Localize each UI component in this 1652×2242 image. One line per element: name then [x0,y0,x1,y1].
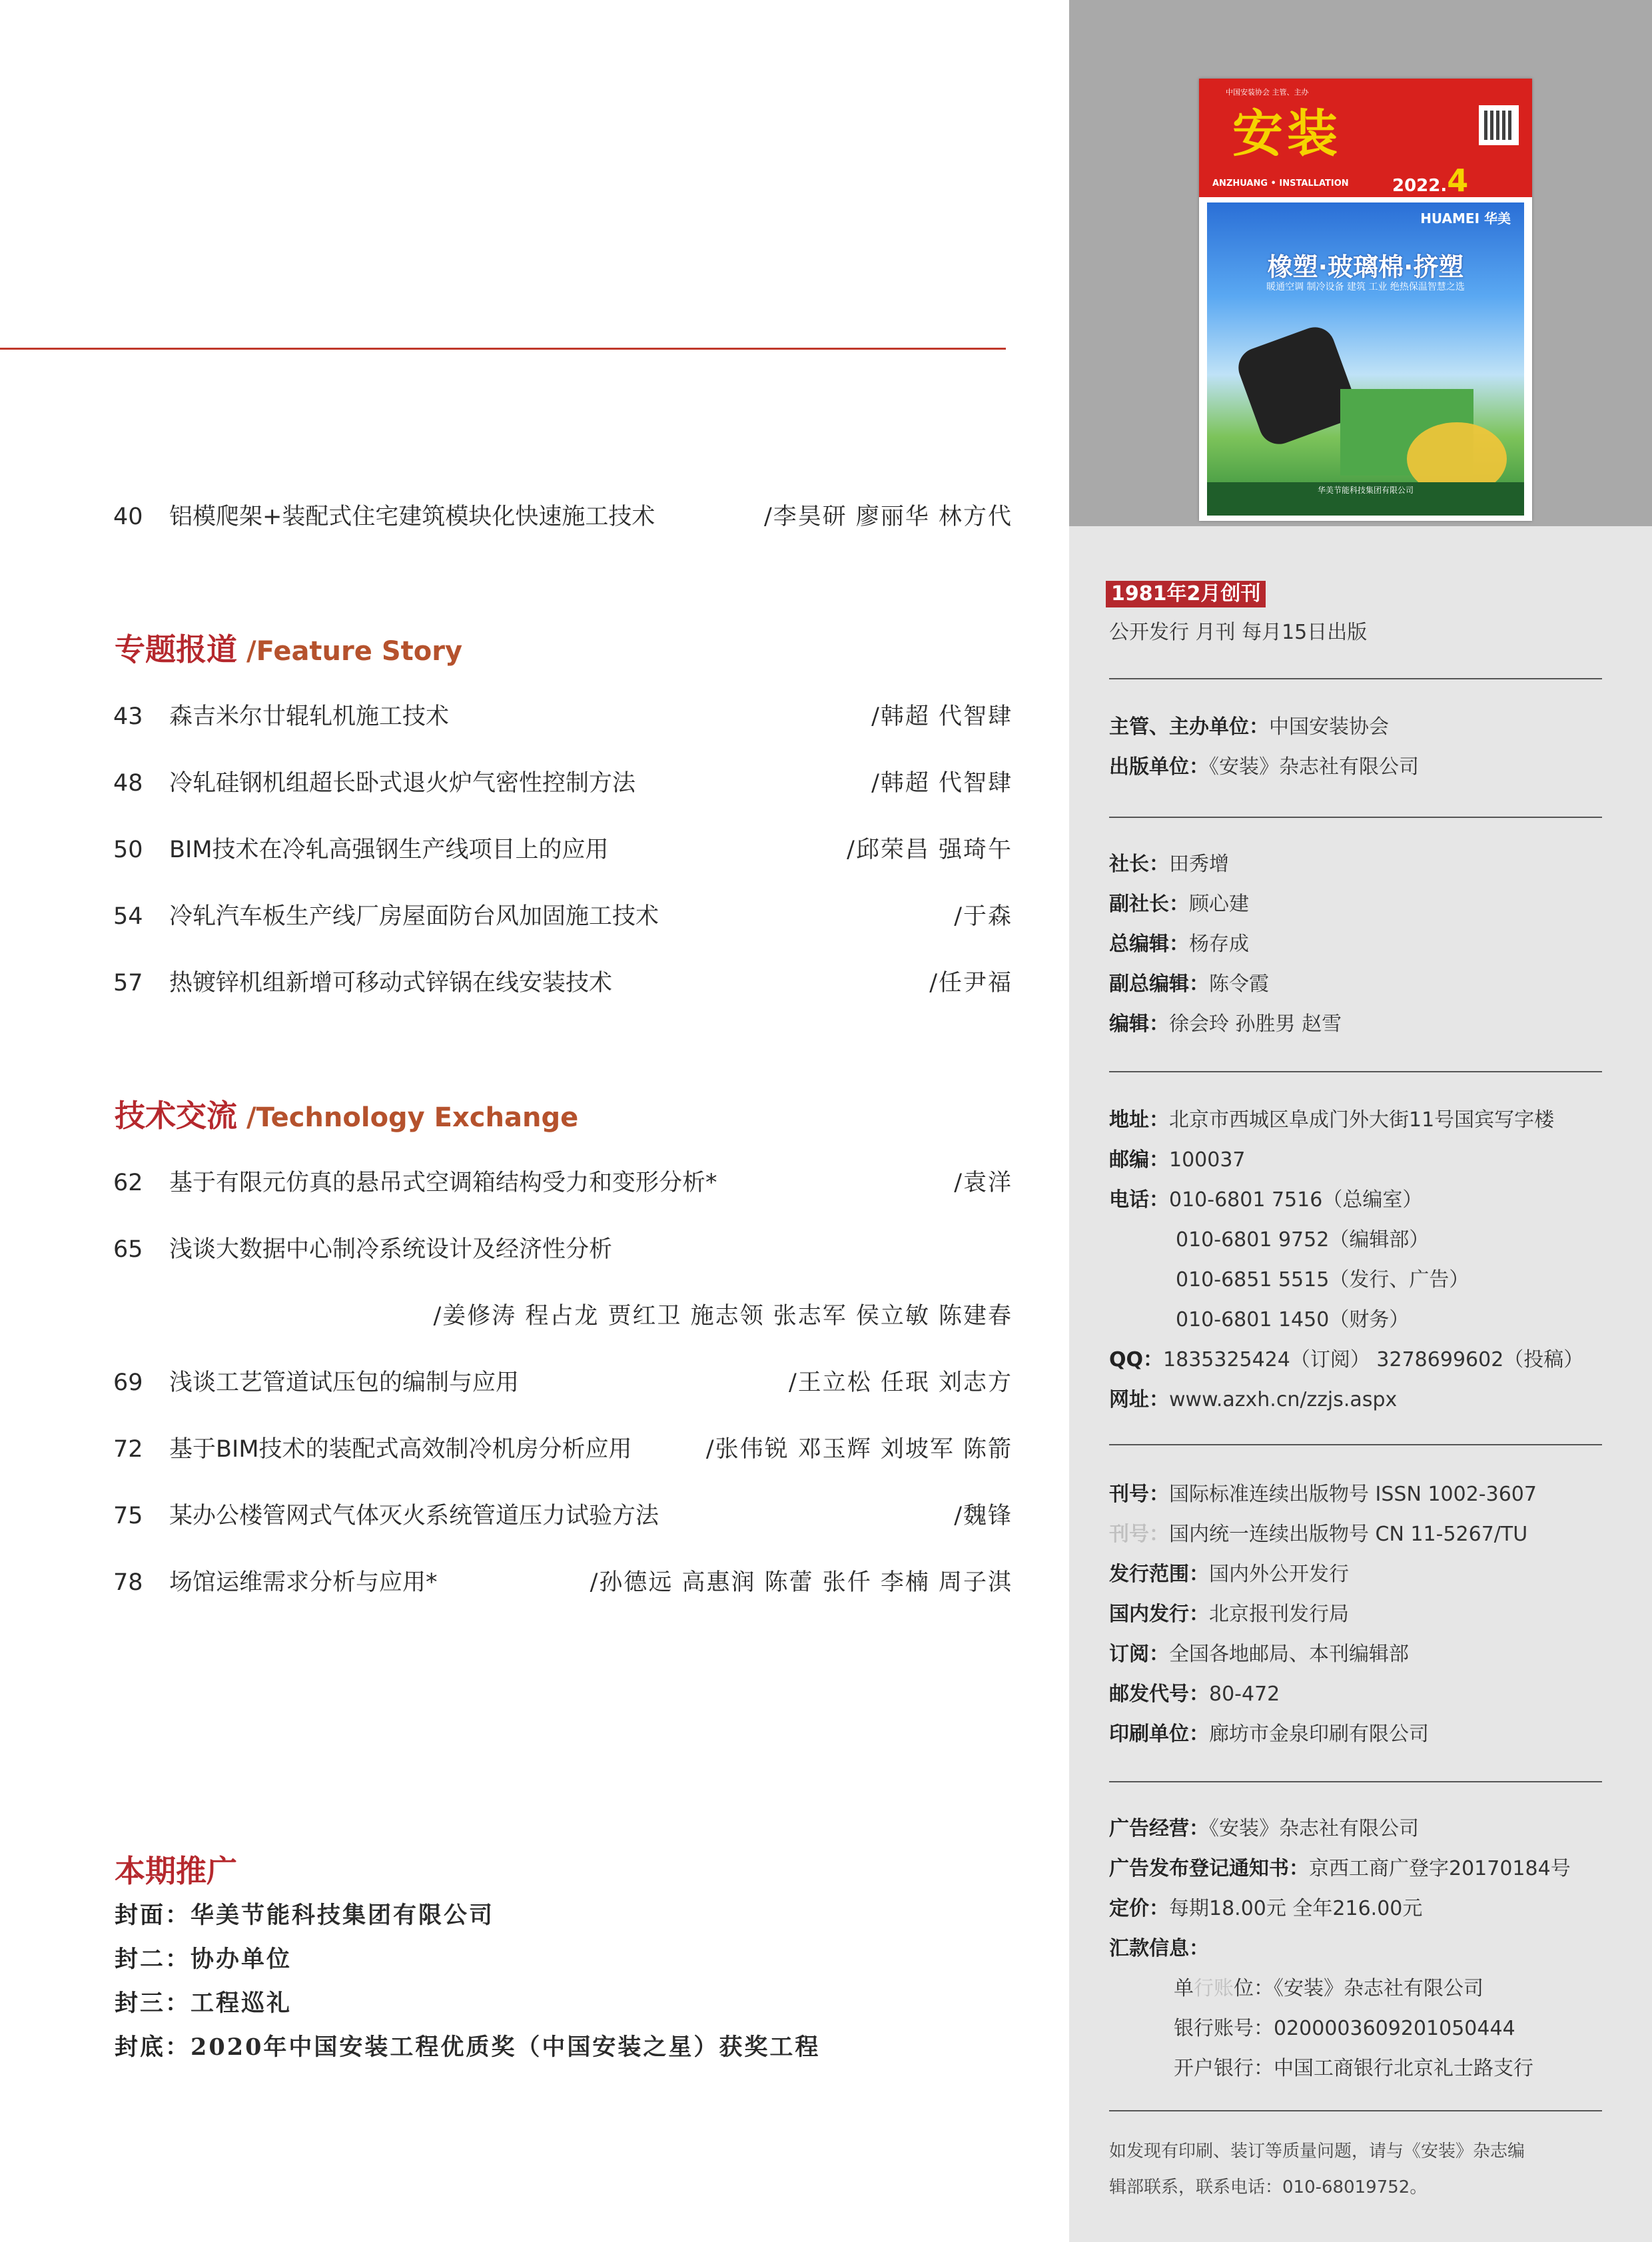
page-number: 72 [113,1436,143,1463]
field-label: 社长： [1109,853,1169,876]
field-value: 010-6801 7516（总编室） [1169,1188,1423,1212]
promo-item [115,1984,292,2024]
publisher-line [1109,753,1419,782]
phone-line [1109,1186,1422,1215]
article-author: /魏锋 [954,1503,1013,1529]
field-value: 顾心建 [1189,893,1249,916]
article-title: 铝模爬架+装配式住宅建筑模块化快速施工技术 [169,504,655,530]
field-label: 印刷单位： [1109,1722,1209,1746]
article-title: 冷轧硅钢机组超长卧式退火炉气密性控制方法 [169,770,636,797]
remittance-account: 银行账号：0200003609201050444 [1174,2017,1515,2040]
article-author: /邱荣昌 强琦午 [847,837,1013,863]
article-title: 森吉米尔廿辊轧机施工技术 [169,703,450,730]
field-value: 北京市西城区阜成门外大街11号国宾写字楼 [1169,1108,1555,1132]
field-label: 地址： [1109,1108,1169,1132]
field-label: 邮编： [1109,1148,1169,1172]
cover-en-title: ANZHUANG • INSTALLATION [1212,179,1349,188]
divider [1109,817,1602,818]
field-label: 邮发代号： [1109,1682,1209,1706]
top-divider [0,348,1006,350]
distribution-line [1109,1600,1349,1629]
article-author: /姜修涛 程占龙 贾红卫 施志领 张志军 侯立敏 陈建春 [433,1303,1013,1329]
field-label: 刊号： [1109,1483,1169,1506]
page-number: 78 [113,1569,143,1596]
zip-line [1109,1146,1246,1175]
phone-line: 010-6801 1450（财务） [1176,1308,1410,1331]
cover-photo [1207,202,1524,516]
promo-label: 封二： [115,1946,191,1973]
phone-line: 010-6851 5515（发行、广告） [1176,1268,1469,1292]
divider [1109,1071,1602,1072]
magazine-logo: 安装 [1232,104,1342,163]
staff-line [1109,890,1249,919]
page-number: 75 [113,1503,143,1529]
issue-year: 2022. [1392,176,1447,196]
article-author: /张伟锐 邓玉辉 刘坡军 陈箭 [705,1436,1013,1463]
article-title: 场馆运维需求分析与应用* [169,1569,438,1596]
field-value: 《安装》杂志社有限公司 [1209,755,1419,779]
issue-number: 4 [1447,163,1469,198]
field-label: 广告经营： [1109,1817,1209,1840]
page-number: 48 [113,770,143,797]
field-label: 电话： [1109,1188,1169,1212]
scope-line [1109,1560,1349,1589]
article-author: /王立松 任珉 刘志方 [788,1369,1013,1396]
quality-notice: 辑部联系，联系电话：010-68019752。 [1109,2177,1428,2197]
divider [1109,2110,1602,2111]
subscription-line [1109,1640,1409,1669]
field-value: 京西工商广登字20170184号 [1309,1857,1571,1880]
field-label: 出版单位： [1109,755,1209,779]
toc-entry[interactable] [113,1496,1013,1536]
field-value: 单 [1174,1977,1194,2000]
field-value: 《安装》杂志社有限公司 [1209,1817,1419,1840]
phone-line: 010-6801 9752（编辑部） [1176,1228,1430,1252]
page-number: 43 [113,703,143,730]
toc-entry[interactable] [113,830,1013,870]
address-line [1109,1106,1554,1135]
article-title: 某办公楼管网式气体灭火系统管道压力试验方法 [169,1503,659,1529]
section-heading-feature [115,626,462,675]
field-label: 网址： [1109,1388,1169,1411]
field-value: 田秀增 [1169,853,1229,876]
page-number: 62 [113,1170,143,1196]
cover-brand: HUAMEI 华美 [1420,210,1511,226]
issn-line [1109,1480,1537,1509]
field-value: 陈令霞 [1209,972,1269,996]
article-title: 冷轧汽车板生产线厂房屋面防台风加固施工技术 [169,903,659,930]
promo-item [115,1896,494,1936]
section-heading-tech [115,1092,578,1141]
article-author: /韩超 代智肆 [871,770,1013,797]
field-label: 主管、主办单位： [1109,715,1269,739]
field-label: 总编辑： [1109,933,1189,956]
printer-line [1109,1720,1429,1749]
staff-line [1109,970,1269,999]
field-label: QQ： [1109,1348,1164,1371]
article-author: /李昊研 廖丽华 林方代 [763,504,1013,530]
remittance-bank: 开户银行：中国工商银行北京礼士路支行 [1174,2057,1533,2080]
article-author: /韩超 代智肆 [871,703,1013,730]
field-value: 1835325424（订阅） 3278699602（投稿） [1163,1348,1584,1371]
promo-value: 2020年中国安装工程优质奖（中国安装之星）获奖工程 [191,2034,821,2061]
page-number: 40 [113,504,143,530]
article-author: /孙德远 高惠润 陈蕾 张仟 李楠 周子淇 [590,1569,1013,1596]
field-label: 副社长： [1109,893,1189,916]
promo-item [115,2028,820,2067]
article-title: BIM技术在冷轧高强钢生产线项目上的应用 [169,837,609,863]
promo-value: 协办单位 [191,1946,292,1973]
promo-heading: 本期推广 [115,1853,237,1889]
cover-org: 中国安装协会 主管、主办 [1226,88,1309,97]
toc-entry[interactable] [113,1163,1013,1203]
divider [1109,1781,1602,1782]
field-value: 每期18.00元 全年216.00元 [1169,1897,1423,1920]
sponsor-line [1109,713,1389,742]
staff-line [1109,850,1229,879]
field-value: 廊坊市金泉印刷有限公司 [1209,1722,1429,1746]
page-number: 65 [113,1236,143,1263]
qr-code-icon [1479,105,1519,145]
divider [1109,678,1602,679]
ad-registration-line [1109,1854,1571,1884]
founded-badge: 1981年2月创刊 [1106,581,1266,607]
publication-frequency: 公开发行 月刊 每月15日出版 [1109,621,1368,644]
page-number: 57 [113,970,143,996]
article-author: /于森 [954,903,1013,930]
field-value: 徐会玲 孙胜男 赵雪 [1169,1012,1342,1036]
field-label: 发行范围： [1109,1563,1209,1586]
page-number: 54 [113,903,143,930]
quality-notice: 如发现有印刷、装订等质量问题，请与《安装》杂志编 [1109,2141,1525,2161]
field-label: 国内发行： [1109,1603,1209,1626]
toc-entry[interactable] [113,1429,1013,1469]
field-label: 刊号： [1109,1523,1169,1546]
section-title-cn: 技术交流 [115,1098,237,1134]
page-number: 50 [113,837,143,863]
article-author: /袁洋 [954,1170,1013,1196]
toc-entry[interactable] [113,1363,1013,1403]
section-title-cn: 专题报道 [115,631,237,667]
toc-entry[interactable] [113,763,1013,803]
section-title-en: /Feature Story [246,636,463,667]
ad-line [1109,1814,1419,1844]
remittance-heading [1109,1934,1209,1964]
field-value: 位：《安装》杂志社有限公司 [1234,1977,1483,2000]
staff-line [1109,930,1249,959]
field-value: 国内统一连续出版物号 CN 11-5267/TU [1169,1523,1528,1546]
field-value: 行账 [1194,1977,1234,2000]
promo-item [115,1940,292,1980]
field-value: 100037 [1169,1148,1246,1172]
divider [1109,1444,1602,1445]
article-title: 浅谈工艺管道试压包的编制与应用 [169,1369,520,1396]
promo-value: 工程巡礼 [191,1990,292,2017]
toc-entry[interactable] [113,963,1013,1003]
promo-value: 华美节能科技集团有限公司 [191,1902,495,1929]
section-title-en: /Technology Exchange [246,1102,579,1133]
promo-label: 封面： [115,1902,191,1929]
field-label: 定价： [1109,1897,1169,1920]
field-label: 副总编辑： [1109,972,1209,996]
page-number: 69 [113,1369,143,1396]
promo-label: 封底： [115,2034,191,2061]
field-value: 中国安装协会 [1269,715,1389,739]
website-link[interactable]: www.azxh.cn/zzjs.aspx [1169,1388,1398,1411]
field-value: 北京报刊发行局 [1209,1603,1349,1626]
toc-entry[interactable] [113,897,1013,936]
field-value: 杨存成 [1189,933,1249,956]
article-title: 基于BIM技术的装配式高效制冷机房分析应用 [169,1436,632,1463]
cn-line [1109,1520,1527,1549]
cover-footer: 华美节能科技集团有限公司 [1207,482,1524,516]
magazine-cover-thumbnail[interactable] [1199,79,1532,521]
toc-entry[interactable] [113,1563,1013,1603]
remittance-unit [1174,1974,1483,2004]
promo-label: 封三： [115,1990,191,2017]
toc-entry[interactable] [113,497,1013,537]
cover-slogan: 橡塑·玻璃棉·挤塑 [1267,252,1464,282]
toc-entry[interactable] [113,697,1013,737]
toc-entry[interactable] [113,1230,1013,1270]
article-title: 热镀锌机组新增可移动式锌锅在线安装技术 [169,970,613,996]
article-title: 浅谈大数据中心制冷系统设计及经济性分析 [169,1236,613,1263]
cover-subtitle: 暖通空调 制冷设备 建筑 工业 绝热保温智慧之选 [1266,282,1465,292]
field-label: 广告发布登记通知书： [1109,1857,1309,1880]
field-value: 国际标准连续出版物号 ISSN 1002-3607 [1169,1483,1537,1506]
website-line [1109,1385,1397,1415]
qq-line [1109,1345,1583,1375]
article-author: /任尹福 [929,970,1013,996]
cover-header [1199,79,1532,197]
cover-issue [1392,163,1468,198]
staff-line [1109,1010,1342,1039]
field-value: 全国各地邮局、本刊编辑部 [1169,1643,1409,1666]
article-title: 基于有限元仿真的悬吊式空调箱结构受力和变形分析* [169,1170,717,1196]
field-value: 80-472 [1209,1682,1280,1706]
price-line [1109,1894,1422,1924]
field-value: 国内外公开发行 [1209,1563,1349,1586]
field-label: 订阅： [1109,1643,1169,1666]
field-label: 编辑： [1109,1012,1169,1036]
postal-code-line [1109,1680,1280,1709]
field-label: 汇款信息： [1109,1937,1209,1960]
